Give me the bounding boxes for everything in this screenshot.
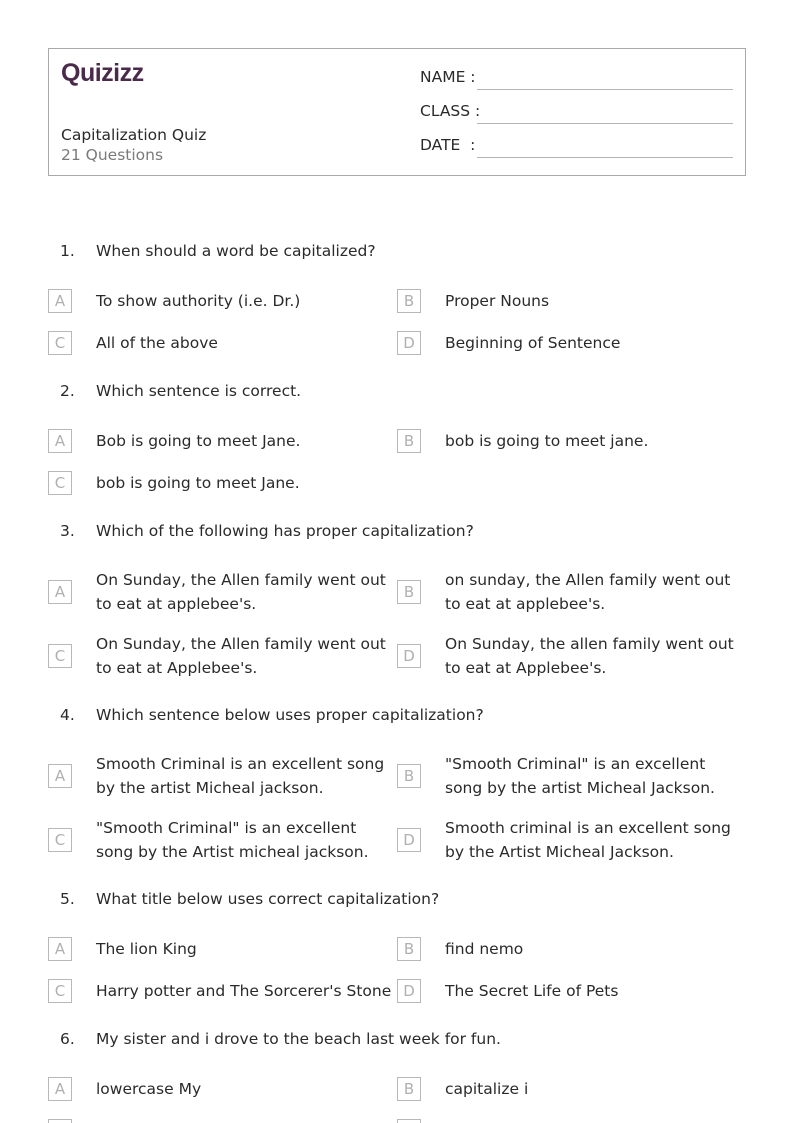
worksheet-header xyxy=(48,48,746,176)
option-b-text: find nemo xyxy=(445,940,524,958)
question-text: Which of the following has proper capitalization? xyxy=(96,522,474,540)
option-a-text: The lion King xyxy=(96,940,197,958)
option-c-box[interactable]: C xyxy=(48,644,72,668)
quiz-title: Capitalization Quiz xyxy=(61,126,207,144)
quizizz-logo: Quizizz xyxy=(61,59,144,87)
option-b-text: Proper Nouns xyxy=(445,292,550,310)
option-c-text: All of the above xyxy=(96,334,218,352)
question-number: 4. xyxy=(60,706,75,724)
option-b-box[interactable]: B xyxy=(397,764,421,788)
option-d-text: Beginning of Sentence xyxy=(445,334,621,352)
option-a-box[interactable]: A xyxy=(48,1077,72,1101)
class-line[interactable] xyxy=(477,123,733,124)
option-a-text: Smooth Criminal is an excellent song by the artist Micheal jackson. xyxy=(96,755,385,797)
question-count: 21 Questions xyxy=(61,146,164,164)
option-d-box[interactable]: D xyxy=(397,828,421,852)
option-c-box[interactable]: C xyxy=(48,471,72,495)
option-b-text: on sunday, the Allen family went out to eat at applebee's. xyxy=(445,571,731,613)
question-number: 1. xyxy=(60,242,75,260)
option-b-box[interactable]: B xyxy=(397,1077,421,1101)
question-number: 3. xyxy=(60,522,75,540)
option-d-box[interactable]: D xyxy=(397,644,421,668)
option-b-box[interactable]: B xyxy=(397,580,421,604)
option-c-box[interactable]: C xyxy=(48,979,72,1003)
option-b-box[interactable]: B xyxy=(397,289,421,313)
question-text: When should a word be capitalized? xyxy=(96,242,376,260)
date-line[interactable] xyxy=(477,157,733,158)
option-c-text: "Smooth Criminal" is an excellent song by the Artist micheal jackson. xyxy=(96,819,369,861)
question-text: My sister and i drove to the beach last week for fun. xyxy=(96,1030,501,1048)
question-number: 6. xyxy=(60,1030,75,1048)
name-line[interactable] xyxy=(477,89,733,90)
option-c-text: On Sunday, the Allen family went out to eat at Applebee's. xyxy=(96,635,386,677)
question-number: 5. xyxy=(60,890,75,908)
option-a-text: Bob is going to meet Jane. xyxy=(96,432,301,450)
option-a-box[interactable]: A xyxy=(48,580,72,604)
option-d-box-partial[interactable] xyxy=(397,1119,421,1123)
question-text: Which sentence below uses proper capitalization? xyxy=(96,706,484,724)
option-b-box[interactable]: B xyxy=(397,429,421,453)
option-a-text: lowercase My xyxy=(96,1080,202,1098)
question-text: Which sentence is correct. xyxy=(96,382,302,400)
option-c-text: bob is going to meet Jane. xyxy=(96,474,300,492)
option-c-box-partial[interactable] xyxy=(48,1119,72,1123)
option-d-box[interactable]: D xyxy=(397,979,421,1003)
option-b-box[interactable]: B xyxy=(397,937,421,961)
option-a-box[interactable]: A xyxy=(48,764,72,788)
class-label: CLASS : xyxy=(420,102,481,120)
option-d-text: On Sunday, the allen family went out to eat at Applebee's. xyxy=(445,635,734,677)
option-d-text: Smooth criminal is an excellent song by the Artist Micheal Jackson. xyxy=(445,819,731,861)
question-text: What title below uses correct capitalization? xyxy=(96,890,440,908)
option-d-text: The Secret Life of Pets xyxy=(445,982,619,1000)
option-c-box[interactable]: C xyxy=(48,331,72,355)
option-a-box[interactable]: A xyxy=(48,289,72,313)
option-b-text: bob is going to meet jane. xyxy=(445,432,649,450)
option-a-text: To show authority (i.e. Dr.) xyxy=(96,292,301,310)
question-number: 2. xyxy=(60,382,75,400)
option-c-text: Harry potter and The Sorcerer's Stone xyxy=(96,982,392,1000)
option-a-text: On Sunday, the Allen family went out to eat at applebee's. xyxy=(96,571,386,613)
option-a-box[interactable]: A xyxy=(48,429,72,453)
option-d-box[interactable]: D xyxy=(397,331,421,355)
option-c-box[interactable]: C xyxy=(48,828,72,852)
option-b-text: "Smooth Criminal" is an excellent song by the artist Micheal Jackson. xyxy=(445,755,715,797)
date-label: DATE : xyxy=(420,136,476,154)
name-label: NAME : xyxy=(420,68,476,86)
option-a-box[interactable]: A xyxy=(48,937,72,961)
option-b-text: capitalize i xyxy=(445,1080,529,1098)
